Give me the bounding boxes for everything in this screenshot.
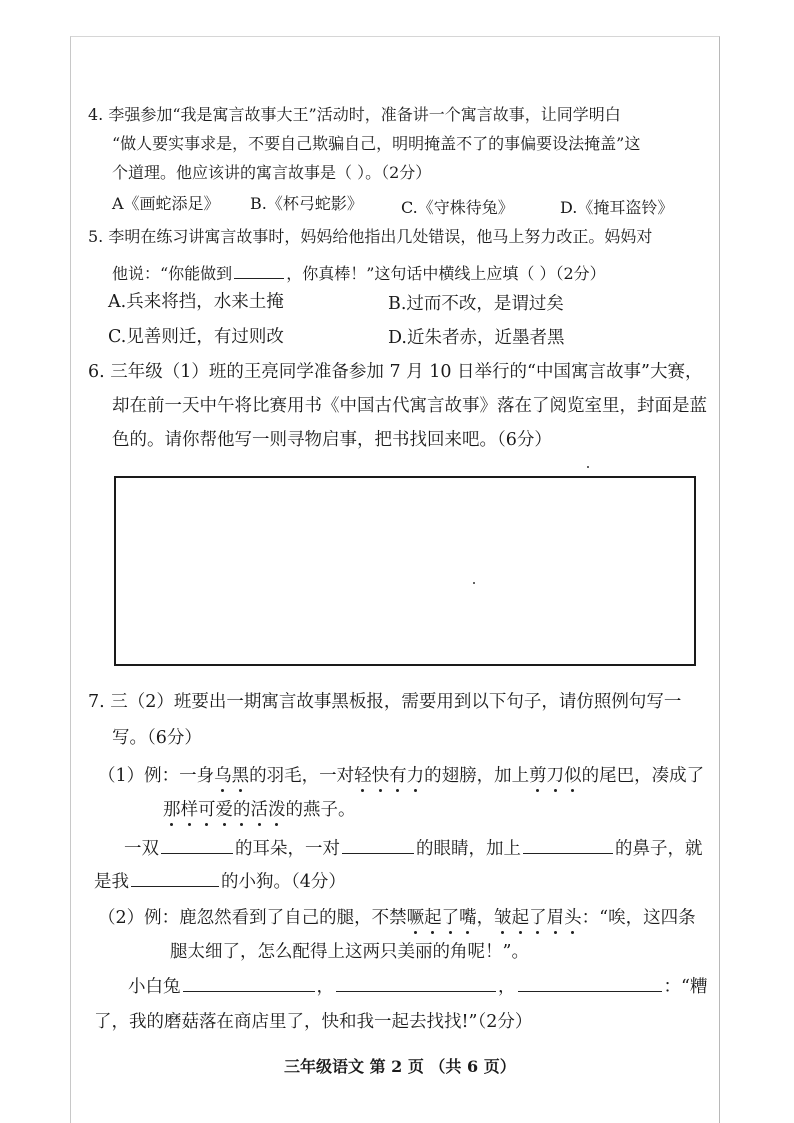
q7-fill1-line2 bbox=[94, 870, 346, 894]
emphasis-char: 嘴 bbox=[459, 908, 477, 928]
emphasis-char: 头 bbox=[564, 908, 582, 928]
page-footer: 三年级语文 第 2 页 （共 6 页） bbox=[284, 1057, 516, 1076]
q7-example1-line2 bbox=[163, 798, 356, 822]
q7-line1: 7. 三（2）班要出一期寓言故事黑板报，需要用到以下句子，请仿照例句写一 bbox=[88, 692, 682, 712]
emphasis-char: 乌 bbox=[214, 766, 232, 786]
q5-option-c[interactable]: C.见善则迁，有过则改 bbox=[108, 327, 284, 347]
fill1-p1: 一双 bbox=[124, 839, 159, 859]
emphasis-char: 起 bbox=[424, 908, 442, 928]
fill1-blank-dog[interactable] bbox=[131, 870, 219, 887]
ex1-mid2: 的翅膀，加上 bbox=[424, 766, 530, 786]
emphasis-char: 轻 bbox=[354, 766, 372, 786]
q6-line1: 6. 三年级（1）班的王亮同学准备参加 7 月 10 日举行的“中国寓言故事”大赛， bbox=[88, 362, 703, 382]
fill1-blank-ears[interactable] bbox=[161, 837, 233, 854]
emphasis-char: 似 bbox=[564, 766, 582, 786]
ex1-mid1: 的羽毛，一对 bbox=[249, 766, 355, 786]
ex1-word-jiandao bbox=[529, 766, 582, 786]
ex1-word-keai bbox=[163, 800, 286, 820]
ex1-lead: （1）例：一身 bbox=[98, 766, 215, 786]
fill1-p6: 的小狗。（4分） bbox=[221, 872, 346, 892]
fill2-blank-1[interactable] bbox=[183, 975, 315, 992]
q4-line3: 个道理。他应该讲的寓言故事是（ ）。（2分） bbox=[112, 163, 432, 182]
q7-fill1-line1 bbox=[124, 837, 703, 861]
lost-notice-answer-box[interactable] bbox=[114, 476, 696, 666]
ex2-mid: ， bbox=[476, 908, 495, 928]
emphasis-char: 的 bbox=[233, 800, 251, 820]
q5-option-a[interactable]: A.兵来将挡，水来土掩 bbox=[108, 292, 284, 312]
q7-example2-line2: 腿太细了，怎么配得上这两只美丽的角呢！”。 bbox=[170, 942, 529, 962]
q5-option-b[interactable]: B.过而不改，是谓过矣 bbox=[388, 294, 564, 314]
q7-line2: 写。（6分） bbox=[112, 728, 202, 748]
fill2-blank-2[interactable] bbox=[336, 975, 496, 992]
q4-option-b[interactable]: B.《杯弓蛇影》 bbox=[250, 194, 363, 213]
q5-line2-start: 他说：“你能做到 bbox=[112, 264, 233, 283]
fill2-p2: ， bbox=[316, 977, 334, 997]
emphasis-char: 眉 bbox=[546, 908, 565, 928]
emphasis-char: 可 bbox=[198, 800, 216, 820]
scan-speck bbox=[587, 466, 589, 468]
emphasis-char: 那 bbox=[163, 800, 181, 820]
fill1-p2: 的耳朵，一对 bbox=[235, 839, 340, 859]
emphasis-char: 样 bbox=[180, 800, 198, 820]
emphasis-char: 黑 bbox=[231, 766, 250, 786]
fill2-blank-3[interactable] bbox=[518, 975, 662, 992]
ex1-line2-tail: 的燕子。 bbox=[285, 800, 356, 820]
scan-speck bbox=[473, 582, 475, 584]
q4-option-c[interactable]: C.《守株待兔》 bbox=[401, 198, 514, 217]
fill1-p3: 的眼睛，加上 bbox=[416, 839, 521, 859]
q5-option-d[interactable]: D.近朱者赤，近墨者黑 bbox=[388, 328, 565, 348]
emphasis-char: 皱 bbox=[494, 908, 512, 928]
fill2-p3: ， bbox=[498, 977, 516, 997]
fill1-p4: 的鼻子，就 bbox=[615, 839, 703, 859]
q7-fill2-line1 bbox=[128, 975, 707, 999]
q5-line2 bbox=[112, 262, 606, 285]
q7-example1-line1 bbox=[98, 764, 704, 788]
emphasis-char: 爱 bbox=[215, 800, 233, 820]
ex2-word-zhoumei bbox=[494, 908, 582, 928]
q4-line1: 4. 李强参加“我是寓言故事大王”活动时，准备讲一个寓言故事，让同学明白 bbox=[88, 105, 621, 124]
fill1-blank-nose[interactable] bbox=[523, 837, 613, 854]
emphasis-char: 活 bbox=[250, 800, 268, 820]
emphasis-char: 快 bbox=[371, 766, 390, 786]
q5-line1: 5. 李明在练习讲寓言故事时，妈妈给他指出几处错误，他马上努力改正。妈妈对 bbox=[88, 227, 653, 246]
emphasis-char: 刀 bbox=[546, 766, 565, 786]
q4-line2: “做人要实事求是，不要自己欺骗自己，明明掩盖不了的事偏要设法掩盖”这 bbox=[112, 134, 641, 153]
emphasis-char: 噘 bbox=[406, 908, 425, 928]
emphasis-char: 起 bbox=[511, 908, 530, 928]
q5-line2-end: ，你真棒！”这句话中横线上应填（ ）（2分） bbox=[286, 264, 606, 283]
fill1-p5: 是我 bbox=[94, 872, 129, 892]
q4-option-d[interactable]: D.《掩耳盗铃》 bbox=[560, 198, 674, 217]
ex1-word-wuhei bbox=[214, 766, 249, 786]
emphasis-char: 有 bbox=[389, 766, 407, 786]
fill2-p1: 小白兔 bbox=[128, 977, 181, 997]
q7-example2-line1 bbox=[98, 906, 696, 930]
q5-blank[interactable] bbox=[234, 262, 284, 279]
q4-option-a[interactable]: A《画蛇添足》 bbox=[112, 194, 220, 213]
q6-line3: 色的。请你帮他写一则寻物启事，把书找回来吧。（6分） bbox=[112, 430, 552, 450]
emphasis-char: 了 bbox=[529, 908, 547, 928]
fill2-p4: ：“糟 bbox=[663, 977, 708, 997]
emphasis-char: 了 bbox=[441, 908, 460, 928]
q7-fill2-line2: 了，我的磨菇落在商店里了，快和我一起去找找!”（2分） bbox=[94, 1012, 533, 1032]
ex2-lead: （2）例：鹿忽然看到了自己的腿，不禁 bbox=[98, 908, 407, 928]
ex1-tail: 的尾巴，凑成了 bbox=[581, 766, 705, 786]
emphasis-char: 泼 bbox=[268, 800, 286, 820]
q6-line2: 却在前一天中午将比赛用书《中国古代寓言故事》落在了阅览室里，封面是蓝 bbox=[112, 396, 707, 416]
ex2-word-juezui bbox=[407, 908, 477, 928]
emphasis-char: 剪 bbox=[529, 766, 547, 786]
fill1-blank-eyes[interactable] bbox=[342, 837, 414, 854]
emphasis-char: 力 bbox=[406, 766, 425, 786]
ex2-tail: ：“唉，这四条 bbox=[581, 908, 696, 928]
ex1-word-qingkuai bbox=[354, 766, 424, 786]
